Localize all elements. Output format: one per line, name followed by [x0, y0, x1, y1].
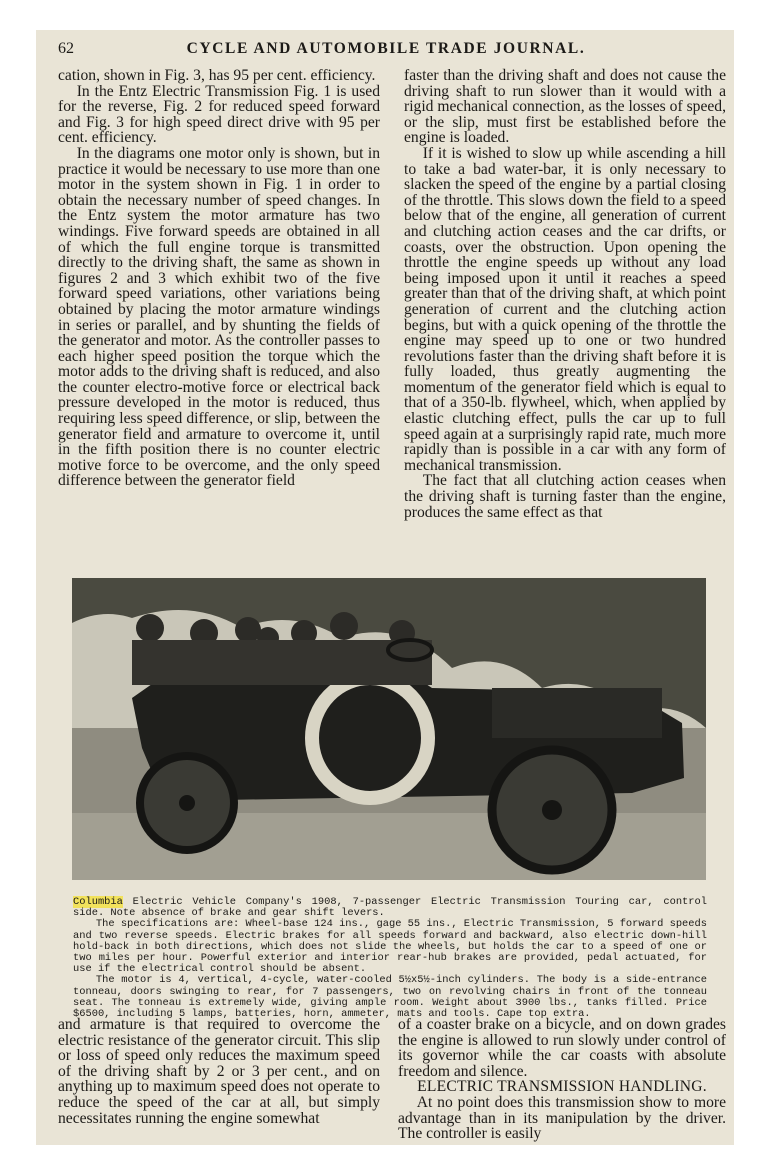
- paragraph: At no point does this transmission show to more advantage than in its manipulation by the driver. The controller is easily: [398, 1093, 726, 1143]
- column-bottom-right: [398, 1017, 726, 1142]
- paragraph: In the diagrams one motor only is shown, but in practice it would be necessary to use more than one motor in the system shown in Fig. 1 in order to obtain the necessary number of speed changes. In the Entz system the motor armature has two windings. Five forward speeds are obtained in all of which the full engine torque is transmitted directly to the driving shaft, the same as shown in figures 2 and 3 which exhibit two of the five forward speed variations, other variations being obtained by placing the motor armature windings in series or parallel, and by shunting the fields of the generator and motor. As the controller passes to each higher speed position the torque which the motor adds to the driving shaft is reduced, and also the counter electro-motive force or electrical back pressure developed in the motor is reduced, thus requiring less speed difference, or slip, between the generator field and armature to overcome it, until in the fifth position there is no counter electric motive force to be overcome, and the only speed difference between the generator field: [58, 144, 380, 490]
- paragraph: and armature is that required to overcome the electric resistance of the generator circuit. This slip or loss of speed only reduces the maximum speed of the driving shaft by 2 or 3 per cent., and on anything up to maximum speed does not operate to reduce the speed of the car at all, but simply necessitates running the engine somewhat: [58, 1016, 380, 1127]
- caption-motor: The motor is 4, vertical, 4-cycle, water-cooled 5½x5½-inch cylinders. The body is a side-entrance tonneau, doors swinging to rear, for 7 passengers, two on revolving chairs in front of the tonneau seat. The tonneau is extremely wide, giving ample room. Weight about 3900 lbs., tanks filled. Price $6500, including 5 lamps, batteries, horn, ammeter, mats and tools. Cape top extra.: [73, 974, 707, 1021]
- car-photo-illustration: [72, 578, 706, 880]
- photo-caption: [73, 897, 707, 1020]
- column-top-right: [404, 68, 726, 520]
- paragraph: If it is wished to slow up while ascending a hill to take a bad water-bar, it is only necessary to slacken the speed of the engine by a partial closing of the throttle. This slows down the field to a speed below that of the engine, all generation of current and clutching action ceases and the car drifts, or coasts, over the obstruction. Upon opening the throttle the engine speeds up without any load being imposed upon it until it reaches a speed greater than that of the driving shaft, at which point generation of current and the clutching action begins, but with a quick opening of the throttle the engine may speed up to one or two hundred revolutions faster than the driving shaft before it is fully loaded, thus greatly augmenting the momentum of the generator field which is equal to that of a 350-lb. flywheel, which, when applied by elastic clutching effect, pulls the car up to full speed again at a surprisingly rapid rate, much more rapidly than is possible in a car with any form of mechanical transmission.: [404, 144, 726, 474]
- page-header: [58, 36, 714, 62]
- caption-highlight: Columbia: [73, 896, 123, 908]
- car-hood: [492, 688, 662, 738]
- section-heading: ELECTRIC TRANSMISSION HANDLING.: [417, 1078, 707, 1096]
- caption-specs: The specifications are: Wheel-base 124 ins., gage 55 ins., Electric Transmission, 5 forward speeds and two reverse speeds. Electric brakes for all speeds forward and backward, also electric down-hill hold-back in both directions, which does not slide the wheels, but holds the car to a speed of one or two miles per hour. Powerful exterior and interior rear-hub brakes are provided, pedal actuated, for use if the electrical control should be absent.: [73, 918, 707, 976]
- column-top-left: [58, 68, 380, 489]
- column-bottom-left: [58, 1017, 380, 1126]
- touring-car-photo: [72, 578, 706, 880]
- caption-title: [73, 897, 707, 919]
- paragraph: In the Entz Electric Transmission Fig. 1 is used for the reverse, Fig. 2 for reduced speed forward and Fig. 3 for high speed direct drive with 95 per cent. efficiency.: [58, 82, 380, 147]
- rear-wheel: [140, 756, 234, 850]
- paragraph: cation, shown in Fig. 3, has 95 per cent. efficiency.: [58, 67, 376, 84]
- paragraph: of a coaster brake on a bicycle, and on down grades the engine is allowed to run slowly under control of its governor while the car coasts with absolute freedom and silence.: [398, 1016, 726, 1080]
- journal-page: [36, 30, 734, 1145]
- journal-title: CYCLE AND AUTOMOBILE TRADE JOURNAL.: [186, 40, 586, 57]
- paragraph: faster than the driving shaft and does not cause the driving shaft to run slower than it would with a rigid mechanical connection, as the losses of speed, or the slip, must first be established before the engine is loaded.: [404, 67, 726, 147]
- page-number: 62: [58, 40, 74, 57]
- front-wheel: [492, 750, 612, 870]
- paragraph: The fact that all clutching action ceases when the driving shaft is turning faster than the engine, produces the same effect as that: [404, 472, 726, 521]
- caption-title-rest: Electric Vehicle Company's 1908, 7-passenger Electric Transmission Touring car, control side. Note absence of brake and gear shift levers.: [73, 896, 707, 920]
